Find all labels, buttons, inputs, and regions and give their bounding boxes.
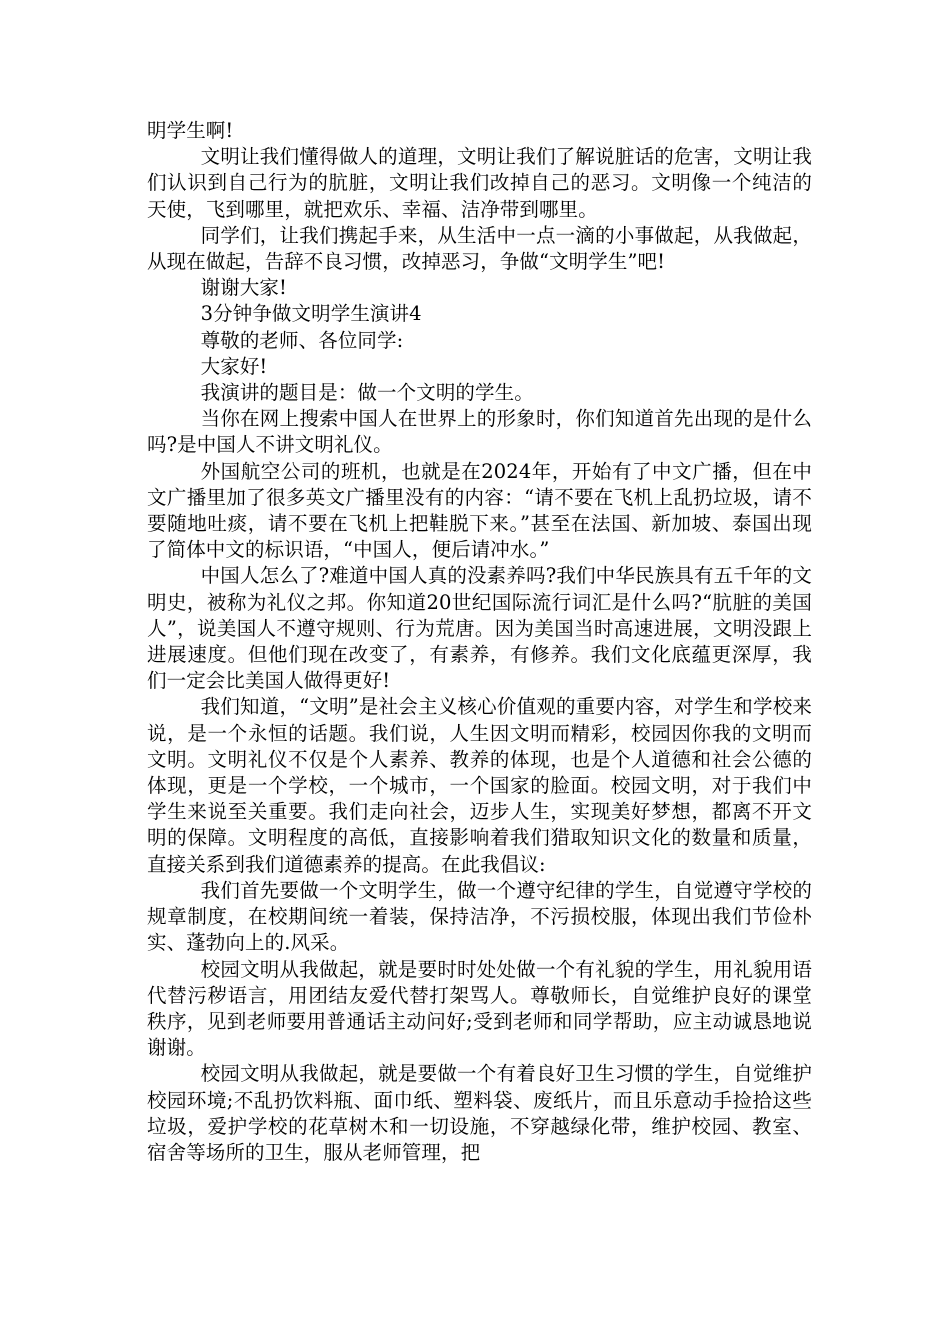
paragraph-4: 谢谢大家! xyxy=(200,276,287,300)
paragraph-1: 明学生啊! xyxy=(147,119,234,142)
salutation: 尊敬的老师、各位同学: xyxy=(200,328,404,352)
document-page xyxy=(147,118,812,1166)
speech-title: 3分钟争做文明学生演讲4 xyxy=(200,302,422,326)
paragraph-2: 文明让我们懂得做人的道理，文明让我们了解说脏话的危害，文明让我们认识到自己行为的肮脏，文明让我们改掉自己的恶习。文明像一个纯洁的天使，飞到哪里，就把欢乐、幸福、洁净带到哪里。 xyxy=(147,145,812,221)
paragraph-12: 我们知道，“文明”是社会主义核心价值观的重要内容，对学生和学校来说，是一个永恒的话题。我们说，人生因文明而精彩，校园因你我的文明而文明。文明礼仪不仅是个人素养、教养的体现，也是个人道德和社会公德的体现，更是一个学校，一个城市，一个国家的脸面。校园文明，对于我们中学生来说至关重要。我们走向社会，迈步人生，实现美好梦想，都离不开文明的保障。文明程度的高低，直接影响着我们猎取知识文化的数量和质量，直接关系到我们道德素养的提高。在此我倡议: xyxy=(147,695,812,876)
paragraph-8: 我演讲的题目是：做一个文明的学生。 xyxy=(200,381,534,405)
paragraph-11: 中国人怎么了?难道中国人真的没素养吗?我们中华民族具有五千年的文明史，被称为礼仪之邦。你知道20世纪国际流行词汇是什么吗?“肮脏的美国人”，说美国人不遵守规则、行为荒唐。因为美国当时高速进展，文明没跟上进展速度。但他们现在改变了，有素养，有修养。我们文化底蕴更深厚，我们一定会比美国人做得更好! xyxy=(147,564,812,693)
paragraph-9: 当你在网上搜索中国人在世界上的形象时，你们知道首先出现的是什么吗?是中国人不讲文明礼仪。 xyxy=(147,407,812,457)
greeting: 大家好! xyxy=(200,354,268,378)
paragraph-13: 我们首先要做一个文明学生，做一个遵守纪律的学生，自觉遵守学校的规章制度，在校期间统一着装，保持洁净，不污损校服，体现出我们节俭朴实、蓬勃向上的.风采。 xyxy=(147,878,812,955)
paragraph-15: 校园文明从我做起，就是要做一个有着良好卫生习惯的学生，自觉维护校园环境;不乱扔饮料瓶、面巾纸、塑料袋、废纸片，而且乐意动手捡拾这些垃圾，爱护学校的花草树木和一切设施，不穿越绿化带，维护校园、教室、宿舍等场所的卫生，服从老师管理，把 xyxy=(147,1062,812,1164)
paragraph-10: 外国航空公司的班机，也就是在2024年，开始有了中文广播，但在中文广播里加了很多英文广播里没有的内容：“请不要在飞机上乱扔垃圾，请不要随地吐痰，请不要在飞机上把鞋脱下来。”甚至在法国、新加坡、泰国出现了简体中文的标识语，“中国人，便后请冲水。” xyxy=(147,459,812,562)
paragraph-3: 同学们，让我们携起手来，从生活中一点一滴的小事做起，从我做起，从现在做起，告辞不良习惯，改掉恶习，争做“文明学生”吧! xyxy=(147,223,812,274)
paragraph-14: 校园文明从我做起，就是要时时处处做一个有礼貌的学生，用礼貌用语代替污秽语言，用团结友爱代替打架骂人。尊敬师长，自觉维护良好的课堂秩序，见到老师要用普通话主动问好;受到老师和同学帮助，应主动诚恳地说谢谢。 xyxy=(147,957,812,1060)
